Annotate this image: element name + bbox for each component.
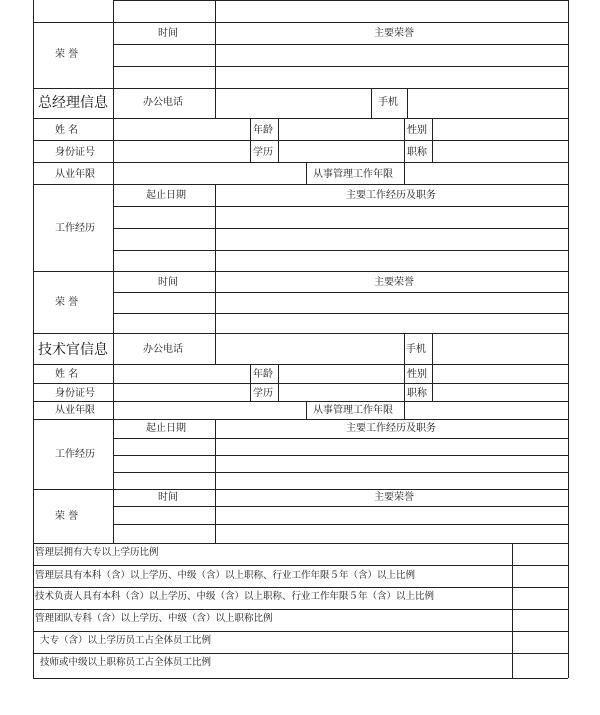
ratio-label: 管理层具有本科（含）以上学历、中级（含）以上职称、行业工作年限５年（含）以上比例: [35, 570, 416, 581]
table-rule: [33, 609, 568, 610]
gm-work-header: 主要工作经历及职务: [346, 190, 436, 201]
tech-industry-years-label: 从业年限: [55, 405, 95, 416]
ratio-label: 技师或中级以上职称员工占全体员工比例: [40, 657, 212, 668]
gm-honors-time-header: 时间: [158, 277, 178, 288]
table-rule: [250, 364, 251, 401]
tech-title-label: 职称: [407, 388, 427, 399]
table-rule: [215, 489, 216, 543]
table-rule: [113, 118, 114, 184]
ratio-label: 技术负责人具有本科（含）以上学历、中级（含）以上职称、行业工作年限５年（含）以上比例: [35, 591, 435, 602]
table-rule: [113, 438, 568, 439]
table-rule: [113, 66, 568, 67]
gm-mgmt-years-label: 从事管理工作年限: [313, 169, 393, 180]
table-rule: [404, 401, 405, 419]
table-rule: [113, 88, 114, 118]
table-rule: [113, 333, 114, 364]
table-rule: [404, 118, 405, 162]
tech-section-title: 技术官信息: [38, 342, 108, 358]
table-rule: [33, 678, 568, 679]
table-rule: [432, 333, 433, 364]
tech-mobile-label: 手机: [406, 344, 426, 355]
ratio-label: 大专（含）以上学历员工占全体员工比例: [40, 635, 212, 646]
table-rule: [33, 653, 568, 654]
table-rule: [113, 44, 568, 45]
honors-main-header: 主要荣誉: [374, 28, 414, 39]
honors-label: 荣 誉: [55, 49, 79, 60]
table-rule: [404, 162, 405, 184]
gm-title-label: 职称: [407, 147, 427, 158]
table-rule: [113, 419, 114, 489]
table-rule: [250, 118, 251, 162]
table-rule: [113, 228, 568, 229]
table-rule: [33, 22, 113, 23]
table-rule: [113, 292, 568, 293]
table-rule: [306, 401, 307, 419]
tech-id-label: 身份证号: [55, 388, 95, 399]
table-rule: [113, 472, 568, 473]
tech-period-header: 起止日期: [146, 423, 186, 434]
gm-name-label: 姓 名: [55, 125, 79, 136]
table-rule: [113, 455, 568, 456]
tech-honors-label: 荣 誉: [55, 511, 79, 522]
tech-honors-time-header: 时间: [158, 492, 178, 503]
table-rule: [33, 565, 568, 566]
tech-education-label: 学历: [253, 388, 273, 399]
table-rule: [33, 631, 568, 632]
table-rule: [113, 313, 568, 314]
table-rule: [215, 419, 216, 489]
table-rule: [33, 0, 34, 678]
gm-office-phone-label: 办公电话: [143, 97, 183, 108]
table-rule: [33, 543, 568, 544]
table-rule: [432, 118, 433, 162]
tech-gender-label: 性别: [407, 369, 427, 380]
table-rule: [113, 506, 568, 507]
table-rule: [113, 489, 114, 543]
table-rule: [113, 0, 568, 1]
gm-work-label: 工作经历: [55, 223, 95, 234]
table-rule: [278, 118, 279, 162]
table-rule: [306, 162, 307, 184]
ratio-label: 管理层拥有大专以上学历比例: [35, 547, 159, 558]
table-rule: [215, 333, 216, 364]
table-rule: [215, 88, 216, 118]
table-rule: [33, 587, 568, 588]
table-rule: [215, 0, 216, 88]
tech-name-label: 姓 名: [55, 369, 79, 380]
tech-honors-main-header: 主要荣誉: [374, 492, 414, 503]
table-rule: [278, 364, 279, 401]
gm-section-title: 总经理信息: [38, 95, 108, 111]
table-rule: [113, 0, 114, 88]
gm-industry-years-label: 从业年限: [55, 169, 95, 180]
table-rule: [404, 333, 405, 364]
tech-office-phone-label: 办公电话: [143, 344, 183, 355]
honors-time-header: 时间: [158, 28, 178, 39]
table-rule: [432, 364, 433, 401]
gm-period-header: 起止日期: [146, 190, 186, 201]
gm-id-label: 身份证号: [55, 147, 95, 158]
gm-gender-label: 性别: [407, 125, 427, 136]
table-rule: [113, 271, 114, 333]
gm-age-label: 年龄: [253, 125, 273, 136]
table-rule: [215, 271, 216, 333]
table-rule: [113, 22, 568, 23]
gm-education-label: 学历: [253, 147, 273, 158]
tech-work-header: 主要工作经历及职务: [346, 423, 436, 434]
table-rule: [407, 88, 408, 118]
gm-honors-label: 荣 誉: [55, 297, 79, 308]
table-rule: [404, 364, 405, 401]
tech-mgmt-years-label: 从事管理工作年限: [313, 405, 393, 416]
tech-age-label: 年龄: [253, 369, 273, 380]
gm-mobile-label: 手机: [378, 97, 398, 108]
gm-honors-main-header: 主要荣誉: [374, 277, 414, 288]
table-rule: [371, 88, 372, 118]
table-rule: [512, 543, 513, 678]
tech-work-label: 工作经历: [55, 449, 95, 460]
table-rule: [113, 524, 568, 525]
table-rule: [113, 250, 568, 251]
ratio-label: 管理团队专科（含）以上学历、中级（含）以上职称比例: [35, 613, 273, 624]
table-rule: [113, 364, 114, 419]
table-rule: [568, 0, 569, 678]
table-rule: [113, 206, 568, 207]
